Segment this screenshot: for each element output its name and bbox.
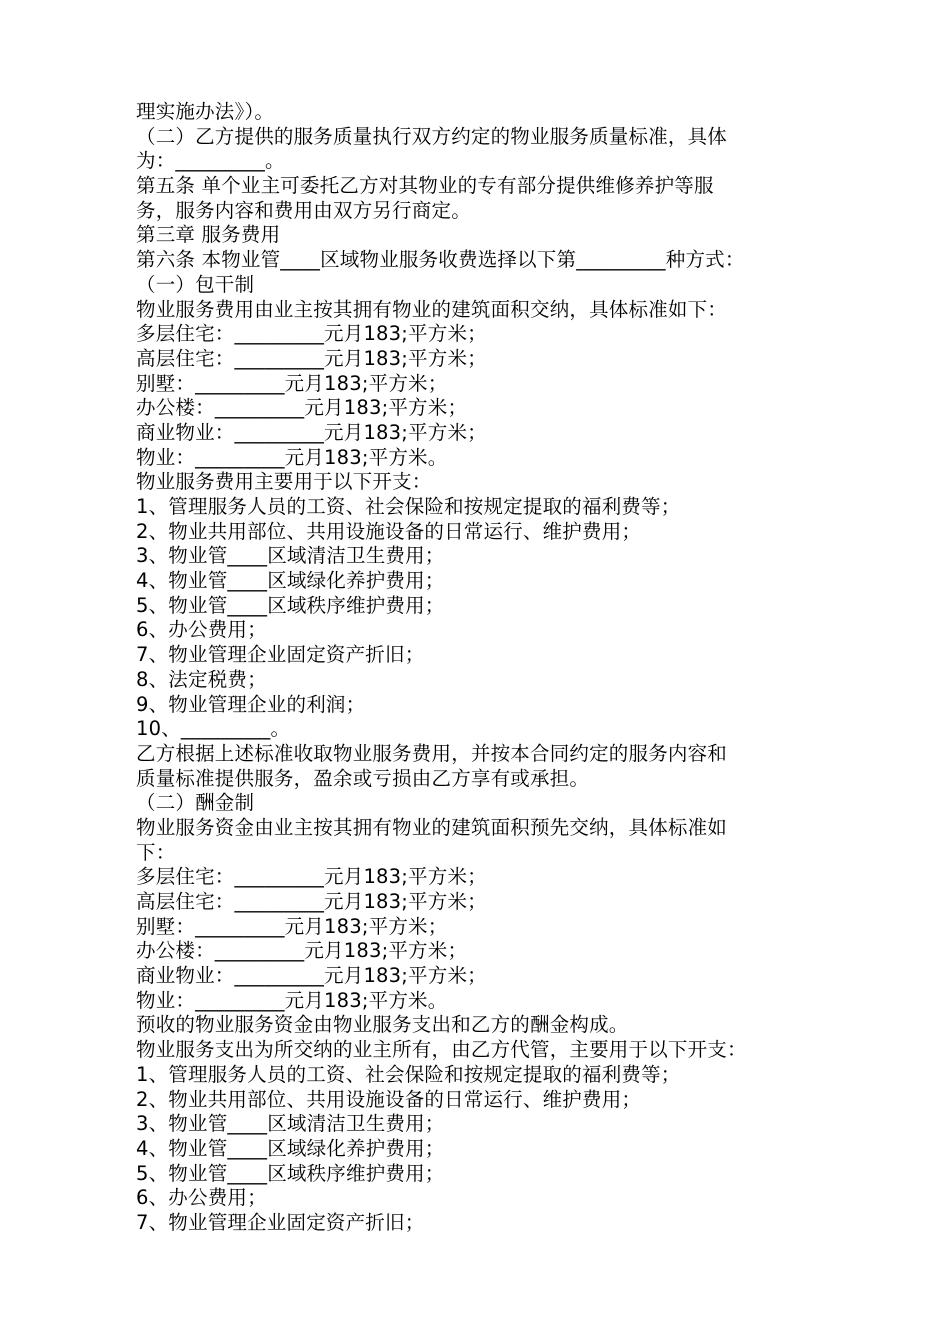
section-heading: （一）包干制: [136, 272, 255, 296]
fee-line: 多层住宅：_________元月183;平方米；: [136, 322, 487, 346]
list-item: 5、物业管____区域秩序维护费用；: [136, 593, 445, 617]
fee-line: 别墅：_________元月183;平方米；: [136, 371, 448, 395]
list-item: 2、物业共用部位、共用设施设备的日常运行、维护费用；: [136, 1087, 642, 1111]
text-line: 第六条 本物业管____区域物业服务收费选择以下第_________种方式：: [136, 248, 745, 272]
fee-line: 物业：_________元月183;平方米。: [136, 445, 448, 469]
text-line: 第五条 单个业主可委托乙方对其物业的专有部分提供维修养护等服: [136, 174, 714, 198]
list-item: 4、物业管____区域绿化养护费用；: [136, 569, 445, 593]
document-page: [136, 100, 826, 1236]
list-item: 3、物业管____区域清洁卫生费用；: [136, 1112, 445, 1136]
text-line: （二）乙方提供的服务质量执行双方约定的物业服务质量标准，具体: [136, 124, 728, 148]
list-item: 6、办公费用；: [136, 618, 267, 642]
list-item: 7、物业管理企业固定资产折旧；: [136, 643, 425, 667]
fee-line: 物业：_________元月183;平方米。: [136, 988, 448, 1012]
section-heading: （二）酬金制: [136, 791, 255, 815]
text-line: 物业服务支出为所交纳的业主所有，由乙方代管，主要用于以下开支：: [136, 1038, 747, 1062]
list-item: 5、物业管____区域秩序维护费用；: [136, 1161, 445, 1185]
fee-line: 商业物业：_________元月183;平方米；: [136, 420, 487, 444]
list-item: 1、管理服务人员的工资、社会保险和按规定提取的福利费等；: [136, 495, 681, 518]
fee-line: 办公楼：_________元月183;平方米；: [136, 396, 468, 420]
text-line: 质量标准提供服务，盈余或亏损由乙方享有或承担。: [136, 766, 590, 790]
list-item: 3、物业管____区域清洁卫生费用；: [136, 544, 445, 568]
fee-line: 商业物业：_________元月183;平方米；: [136, 964, 487, 988]
text-line: 下：: [136, 840, 176, 864]
fee-line: 别墅：_________元月183;平方米；: [136, 914, 448, 938]
list-item: 1、管理服务人员的工资、社会保险和按规定提取的福利费等；: [136, 1062, 681, 1086]
fee-line: 高层住宅：_________元月183;平方米；: [136, 346, 487, 370]
list-item: 4、物业管____区域绿化养护费用；: [136, 1136, 445, 1160]
list-item: 2、物业共用部位、共用设施设备的日常运行、维护费用；: [136, 519, 642, 543]
list-item: 9、物业管理企业的利润；: [136, 692, 366, 716]
text-line: 理实施办法》）。: [136, 100, 275, 123]
fee-line: 高层住宅：_________元月183;平方米；: [136, 890, 487, 913]
text-line: 物业服务费用由业主按其拥有物业的建筑面积交纳，具体标准如下：: [136, 297, 728, 321]
text-line: 乙方根据上述标准收取物业服务费用，并按本合同约定的服务内容和: [136, 741, 728, 765]
list-item: 6、办公费用；: [136, 1186, 267, 1210]
text-line: 预收的物业服务资金由物业服务支出和乙方的酬金构成。: [136, 1013, 629, 1037]
text-line: 物业服务费用主要用于以下开支：: [136, 470, 432, 494]
text-line: 物业服务资金由业主按其拥有物业的建筑面积预先交纳，具体标准如: [136, 815, 728, 839]
fee-line: 办公楼：_________元月183;平方米；: [136, 939, 468, 963]
text-line: 为：_________。: [136, 149, 285, 173]
list-item: 8、法定税费；: [136, 667, 267, 691]
list-item: 10、_________。: [136, 717, 291, 741]
fee-line: 多层住宅：_________元月183;平方米；: [136, 865, 487, 889]
list-item: 7、物业管理企业固定资产折旧；: [136, 1210, 425, 1234]
chapter-heading: 第三章 服务费用: [136, 223, 281, 247]
text-line: 务，服务内容和费用由双方另行商定。: [136, 198, 471, 222]
